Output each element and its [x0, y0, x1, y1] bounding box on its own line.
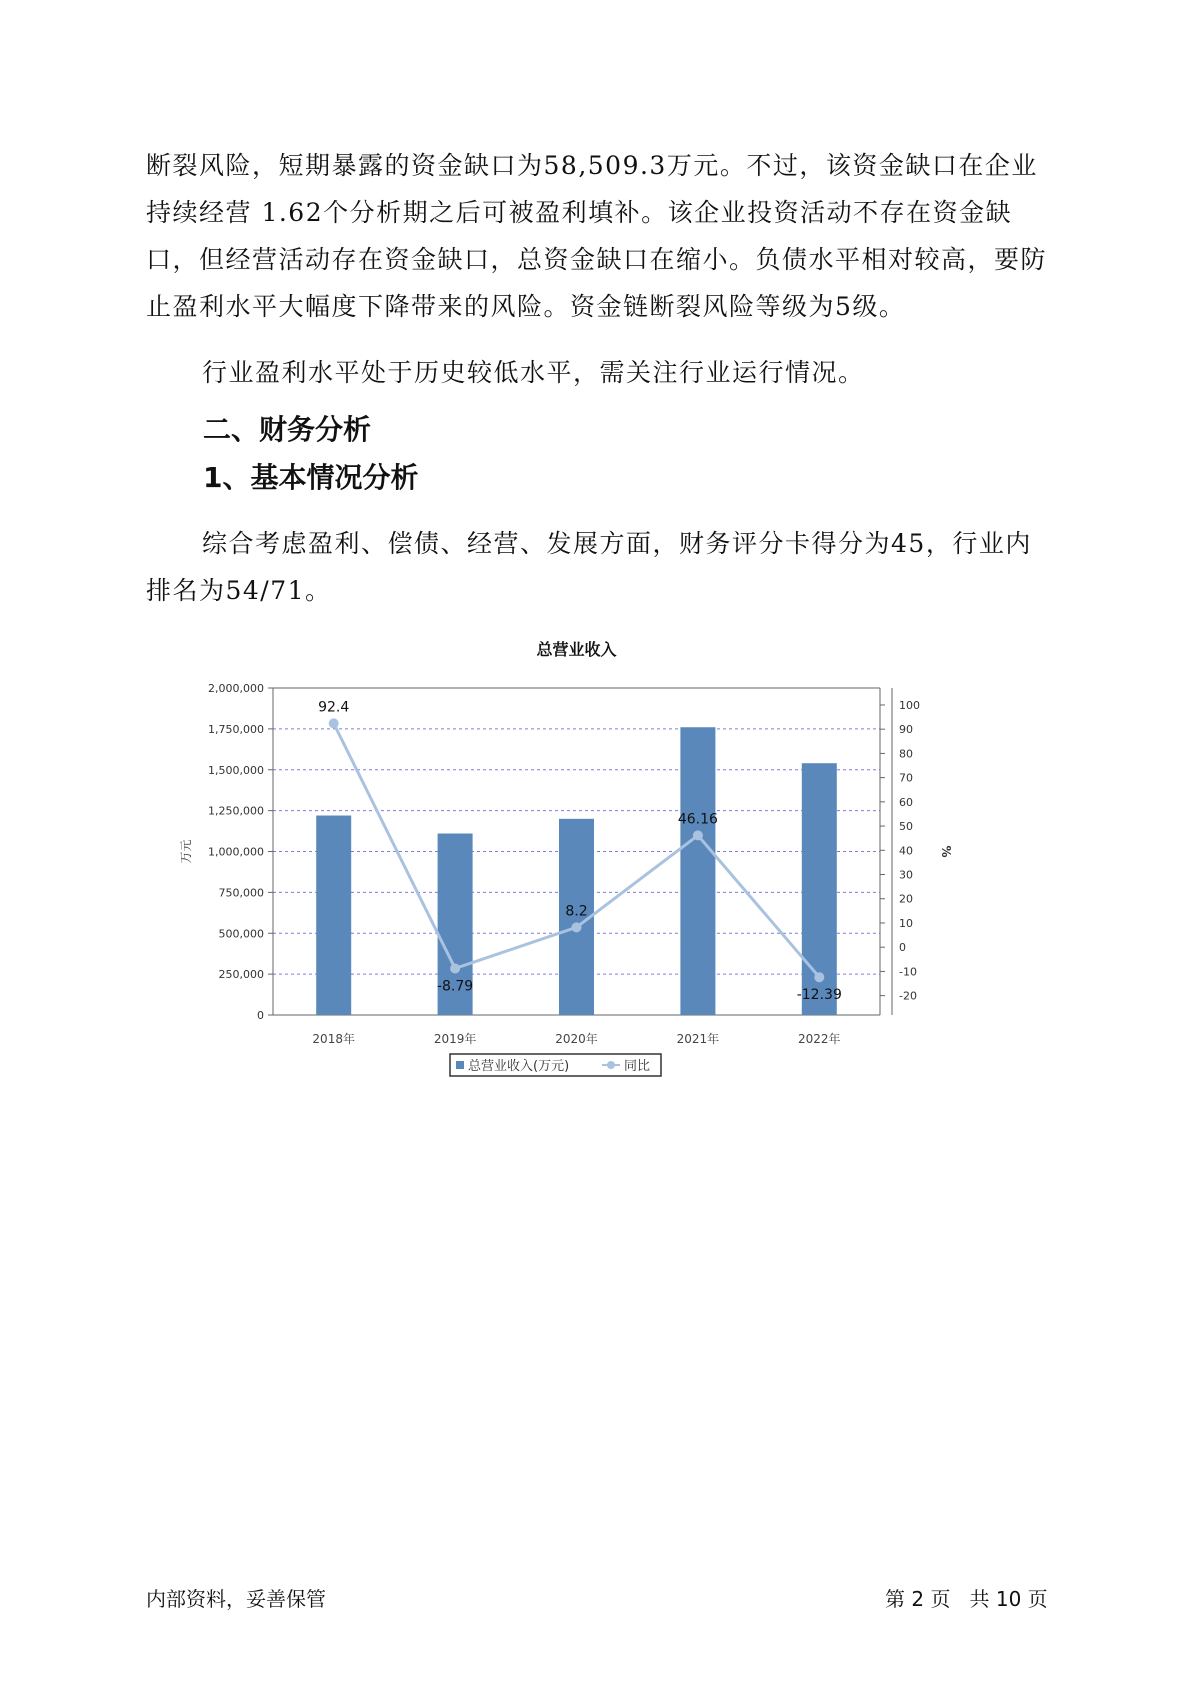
- footer-confidential: 内部资料，妥善保管: [146, 1587, 326, 1611]
- revenue-chart: [170, 630, 1030, 1100]
- y-tick-label: 1,250,000: [208, 804, 264, 818]
- legend-line-label: 同比: [624, 1059, 651, 1074]
- y-tick-label: 1,750,000: [208, 722, 264, 736]
- y2-tick-label: 0: [899, 941, 906, 955]
- y-tick-label: 1,500,000: [208, 763, 264, 777]
- data-label: -12.39: [796, 987, 842, 1004]
- y-tick-label: 0: [257, 1009, 264, 1022]
- y-tick-label: 750,000: [218, 886, 264, 900]
- paragraph-industry: 行业盈利水平处于历史较低水平，需关注行业运行情况。: [202, 358, 865, 387]
- bar: [316, 816, 351, 1015]
- x-tick-label: 2020年: [555, 1032, 598, 1046]
- x-tick-label: 2022年: [798, 1032, 841, 1046]
- revenue-chart-svg: [170, 630, 1030, 1100]
- yoy-point: [572, 922, 582, 932]
- legend-bar-swatch: [456, 1061, 464, 1069]
- bar: [680, 727, 715, 1015]
- data-label: -8.79: [436, 978, 474, 995]
- data-label: 46.16: [677, 811, 718, 828]
- y2-tick-label: 100: [899, 698, 920, 712]
- y-tick-label: 250,000: [218, 968, 264, 982]
- y2-tick-label: 30: [899, 868, 913, 882]
- yoy-point: [450, 963, 460, 973]
- subsection-heading: 1、基本情况分析: [203, 461, 419, 494]
- y-tick-label: 500,000: [218, 927, 264, 941]
- y2-tick-label: 70: [899, 771, 913, 785]
- legend-line-marker: [607, 1061, 615, 1069]
- y2-tick-label: -20: [899, 989, 917, 1003]
- y2-tick-label: 50: [899, 820, 913, 834]
- y2-tick-label: 40: [899, 844, 913, 858]
- x-tick-label: 2018年: [312, 1032, 355, 1046]
- chart-title: 总营业收入: [536, 640, 617, 659]
- yoy-point: [329, 718, 339, 728]
- y2-tick-label: 20: [899, 892, 913, 906]
- y2-tick-label: 90: [899, 723, 913, 737]
- yoy-point: [814, 972, 824, 982]
- paragraph-risk: 断裂风险，短期暴露的资金缺口为58,509.3万元。不过，该资金缺口在企业持续经营 1.62个分析期之后可被盈利填补。该企业投资活动不存在资金缺口，但经营活动存在资金缺口，总资金缺口在缩小。负债水平相对较高，要防止盈利水平大幅度下降带来的风险。资金链断裂风险等级为5级。: [146, 151, 1048, 321]
- y2-tick-label: 60: [899, 795, 913, 809]
- legend-bar-label: 总营业收入(万元): [468, 1059, 570, 1074]
- y-tick-label: 2,000,000: [208, 682, 264, 695]
- y-axis-label: 万元: [179, 839, 193, 864]
- yoy-point: [693, 830, 703, 840]
- y2-tick-label: 10: [899, 916, 913, 930]
- y2-tick-label: 80: [899, 747, 913, 761]
- footer-page-number: 第 2 页 共 10 页: [885, 1587, 1048, 1611]
- data-label: 92.4: [318, 699, 350, 716]
- paragraph-score: 综合考虑盈利、偿债、经营、发展方面，财务评分卡得分为45，行业内排名为54/71。: [146, 529, 1032, 605]
- x-tick-label: 2019年: [433, 1032, 477, 1046]
- y2-axis-label: %: [939, 845, 953, 858]
- section-heading: 二、财务分析: [203, 413, 372, 446]
- x-tick-label: 2021年: [676, 1032, 720, 1046]
- y2-tick-label: -10: [899, 965, 917, 979]
- data-label: 8.2: [565, 903, 588, 920]
- y-tick-label: 1,000,000: [208, 845, 264, 859]
